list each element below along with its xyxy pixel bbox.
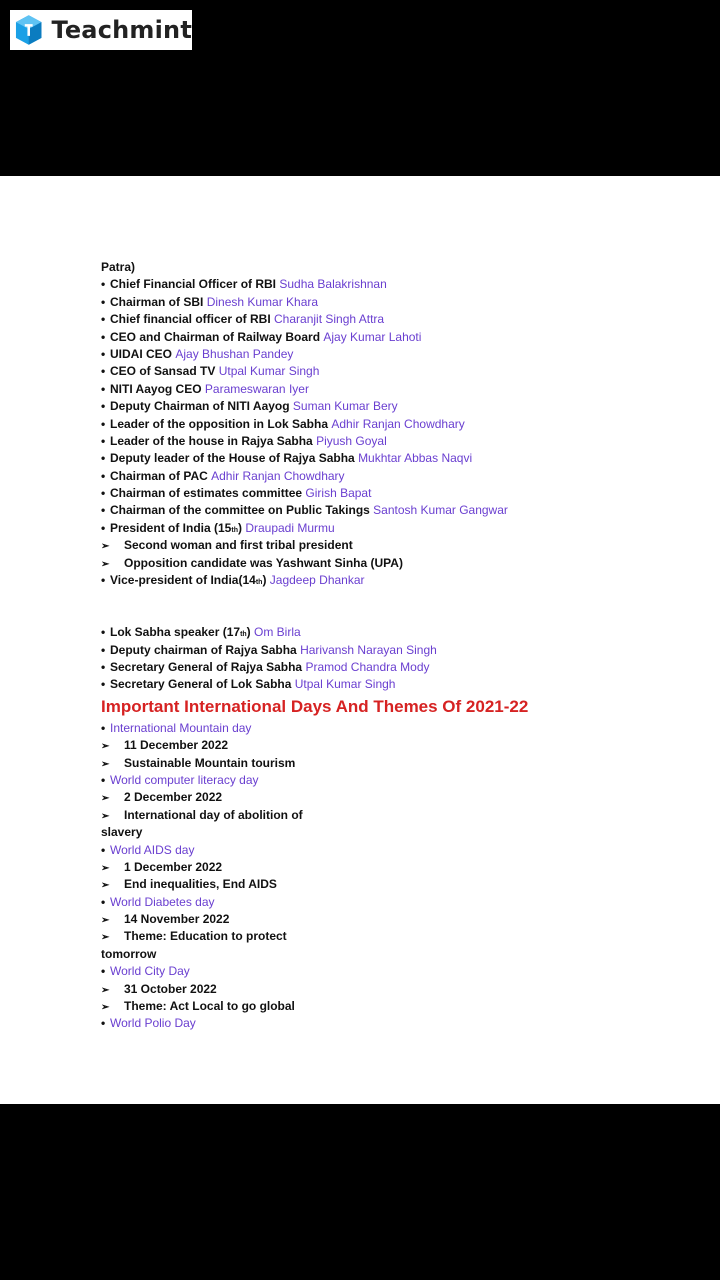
note-text: Theme: Act Local to go global	[124, 999, 295, 1014]
ordinal-suffix: th	[231, 526, 238, 534]
entry-label: Deputy chairman of Rajya Sabha	[110, 642, 301, 657]
entry-value: Harivansh Narayan Singh	[300, 642, 437, 657]
bullet-dot-icon: •	[101, 503, 106, 518]
entry-value: Ajay Kumar Lahoti	[323, 329, 422, 344]
bullet-dot-icon: •	[101, 486, 106, 501]
bullet-dot-icon: •	[101, 433, 106, 448]
day-entry	[101, 842, 621, 859]
president-note	[101, 555, 621, 572]
entry-label: Secretary General of Rajya Sabha	[110, 659, 306, 674]
entry-value: Ajay Bhushan Pandey	[175, 346, 294, 361]
entry-label: Chief financial officer of RBI	[110, 312, 275, 327]
entry-label: Chief Financial Officer of RBI	[110, 277, 280, 292]
note-text: International day of abolition of	[124, 807, 303, 822]
entry-label: CEO of Sansad TV	[110, 364, 219, 379]
day-note	[101, 807, 621, 824]
entry-label: Leader of the opposition in Lok Sabha	[110, 416, 332, 431]
note-text: End inequalities, End AIDS	[124, 877, 277, 892]
official-entry	[101, 276, 621, 293]
spacer	[101, 607, 621, 624]
note-text: 31 October 2022	[124, 981, 217, 996]
official-entry	[101, 468, 621, 485]
bullet-dot-icon: •	[101, 964, 106, 979]
day-note	[101, 755, 621, 772]
day-name: World AIDS day	[110, 842, 195, 857]
bullet-dot-icon: •	[101, 720, 106, 735]
entry-value: Adhir Ranjan Chowdhary	[331, 416, 465, 431]
bullet-dot-icon: •	[101, 642, 106, 657]
day-name: World Polio Day	[110, 1016, 196, 1031]
entry-label: Leader of the house in Rajya Sabha	[110, 433, 317, 448]
entry-label: Vice-president of India(14	[110, 573, 256, 588]
bullet-dot-icon: •	[101, 364, 106, 379]
arrowhead-bullet-icon: ➢	[101, 541, 110, 553]
arrowhead-bullet-icon: ➢	[101, 758, 110, 770]
bullet-dot-icon: •	[101, 677, 106, 692]
day-entry	[101, 720, 621, 737]
day-entry	[101, 772, 621, 789]
note-text: 2 December 2022	[124, 790, 223, 805]
day-note	[101, 981, 621, 998]
bullet-dot-icon: •	[101, 894, 106, 909]
day-name: World Diabetes day	[110, 894, 215, 909]
official-entry	[101, 659, 621, 676]
entry-value: Girish Bapat	[305, 486, 372, 501]
day-note	[101, 998, 621, 1015]
official-entry	[101, 433, 621, 450]
arrowhead-bullet-icon: ➢	[101, 984, 110, 996]
intro-text: Patra)	[101, 260, 136, 274]
day-entry	[101, 1015, 621, 1032]
bullet-dot-icon: •	[101, 659, 106, 674]
entry-value: Jagdeep Dhankar	[269, 573, 365, 588]
entry-value: Pramod Chandra Mody	[305, 659, 430, 674]
document-content	[101, 259, 621, 1033]
entry-label: Chairman of the committee on Public Takings	[110, 503, 374, 518]
entry-value: Utpal Kumar Singh	[294, 677, 396, 692]
note-text: Theme: Education to protect	[124, 929, 287, 944]
official-entry	[101, 346, 621, 363]
official-entry	[101, 311, 621, 328]
arrowhead-bullet-icon: ➢	[101, 1002, 110, 1014]
entry-value: Draupadi Murmu	[245, 520, 335, 535]
bullet-dot-icon: •	[101, 468, 106, 483]
entry-label: NITI Aayog CEO	[110, 381, 205, 396]
entry-label-tail: )	[246, 625, 255, 640]
official-entry	[101, 485, 621, 502]
entry-value: Mukhtar Abbas Naqvi	[358, 451, 473, 466]
entry-label: Lok Sabha speaker (17	[110, 625, 241, 640]
note-text: 14 November 2022	[124, 912, 230, 927]
day-note	[101, 789, 621, 806]
bullet-dot-icon: •	[101, 381, 106, 396]
arrowhead-bullet-icon: ➢	[101, 880, 110, 892]
entry-label: Chairman of SBI	[110, 294, 207, 309]
bullet-dot-icon: •	[101, 277, 106, 292]
day-note	[101, 859, 621, 876]
bullet-dot-icon: •	[101, 520, 106, 535]
official-entry	[101, 416, 621, 433]
bullet-dot-icon: •	[101, 399, 106, 414]
spacer	[101, 589, 621, 606]
note-text: Opposition candidate was Yashwant Sinha (UPA)	[124, 555, 403, 570]
day-entry	[101, 894, 621, 911]
entry-value: Utpal Kumar Singh	[218, 364, 320, 379]
arrowhead-bullet-icon: ➢	[101, 558, 110, 570]
entry-label: Deputy leader of the House of Rajya Sabha	[110, 451, 359, 466]
entry-label: CEO and Chairman of Railway Board	[110, 329, 324, 344]
official-entry	[101, 676, 621, 693]
entry-value: Parameswaran Iyer	[204, 381, 309, 396]
entry-label: Chairman of PAC	[110, 468, 212, 483]
ordinal-suffix: th	[255, 579, 263, 587]
day-name: World City Day	[110, 964, 190, 979]
official-entry	[101, 450, 621, 467]
arrowhead-bullet-icon: ➢	[101, 932, 110, 944]
entry-value: Santosh Kumar Gangwar	[373, 503, 508, 518]
official-entry	[101, 624, 621, 641]
day-note	[101, 876, 621, 893]
entry-value: Sudha Balakrishnan	[279, 277, 387, 292]
entry-value: Charanjit Singh Attra	[274, 312, 385, 327]
official-entry	[101, 398, 621, 415]
entry-value: Om Birla	[254, 625, 301, 640]
day-name: International Mountain day	[110, 720, 252, 735]
entry-label: Secretary General of Lok Sabha	[110, 677, 295, 692]
bullet-dot-icon: •	[101, 329, 106, 344]
official-entry	[101, 363, 621, 380]
entry-value: Adhir Ranjan Chowdhary	[211, 468, 345, 483]
day-note	[101, 737, 621, 754]
entry-value: Suman Kumar Bery	[292, 399, 398, 414]
bullet-dot-icon: •	[101, 346, 106, 361]
bullet-dot-icon: •	[101, 294, 106, 309]
bullet-dot-icon: •	[101, 1016, 106, 1031]
bullet-dot-icon: •	[101, 842, 106, 857]
bullet-dot-icon: •	[101, 573, 106, 588]
day-entry	[101, 963, 621, 980]
entry-value: Dinesh Kumar Khara	[206, 294, 319, 309]
day-note	[101, 911, 621, 928]
official-entry	[101, 381, 621, 398]
bullet-dot-icon: •	[101, 312, 106, 327]
official-entry	[101, 294, 621, 311]
arrowhead-bullet-icon: ➢	[101, 915, 110, 927]
note-text: Second woman and first tribal president	[124, 538, 353, 553]
arrowhead-bullet-icon: ➢	[101, 741, 110, 753]
entry-label: Chairman of estimates committee	[110, 486, 306, 501]
teachmint-cube-icon	[14, 14, 43, 46]
note-text: Sustainable Mountain tourism	[124, 755, 296, 770]
document-page	[0, 176, 720, 1104]
day-note-continued: tomorrow	[101, 946, 157, 961]
day-note	[101, 928, 621, 945]
note-text: 11 December 2022	[124, 738, 229, 753]
bullet-dot-icon: •	[101, 772, 106, 787]
official-entry	[101, 642, 621, 659]
bullet-dot-icon: •	[101, 416, 106, 431]
entry-label: UIDAI CEO	[110, 346, 176, 361]
entry-label-tail: )	[237, 520, 246, 535]
section-heading: Important International Days And Themes Of 2021-22	[101, 696, 529, 716]
day-name: World computer literacy day	[110, 772, 259, 787]
official-entry	[101, 502, 621, 519]
entry-value: Piyush Goyal	[316, 433, 387, 448]
president-entry	[101, 520, 621, 537]
entry-label: President of India (15	[110, 520, 232, 535]
note-text: 1 December 2022	[124, 859, 223, 874]
brand-name: Teachmint	[51, 16, 192, 44]
teachmint-logo	[10, 10, 192, 50]
official-entry	[101, 329, 621, 346]
ordinal-suffix: th	[240, 631, 247, 639]
bullet-dot-icon: •	[101, 625, 106, 640]
arrowhead-bullet-icon: ➢	[101, 793, 110, 805]
president-note	[101, 537, 621, 554]
bullet-dot-icon: •	[101, 451, 106, 466]
entry-label-tail: )	[262, 573, 270, 588]
entry-label: Deputy Chairman of NITI Aayog	[110, 399, 293, 414]
vice-president-entry	[101, 572, 621, 589]
day-note-continued: slavery	[101, 825, 143, 840]
arrowhead-bullet-icon: ➢	[101, 862, 110, 874]
arrowhead-bullet-icon: ➢	[101, 810, 110, 822]
